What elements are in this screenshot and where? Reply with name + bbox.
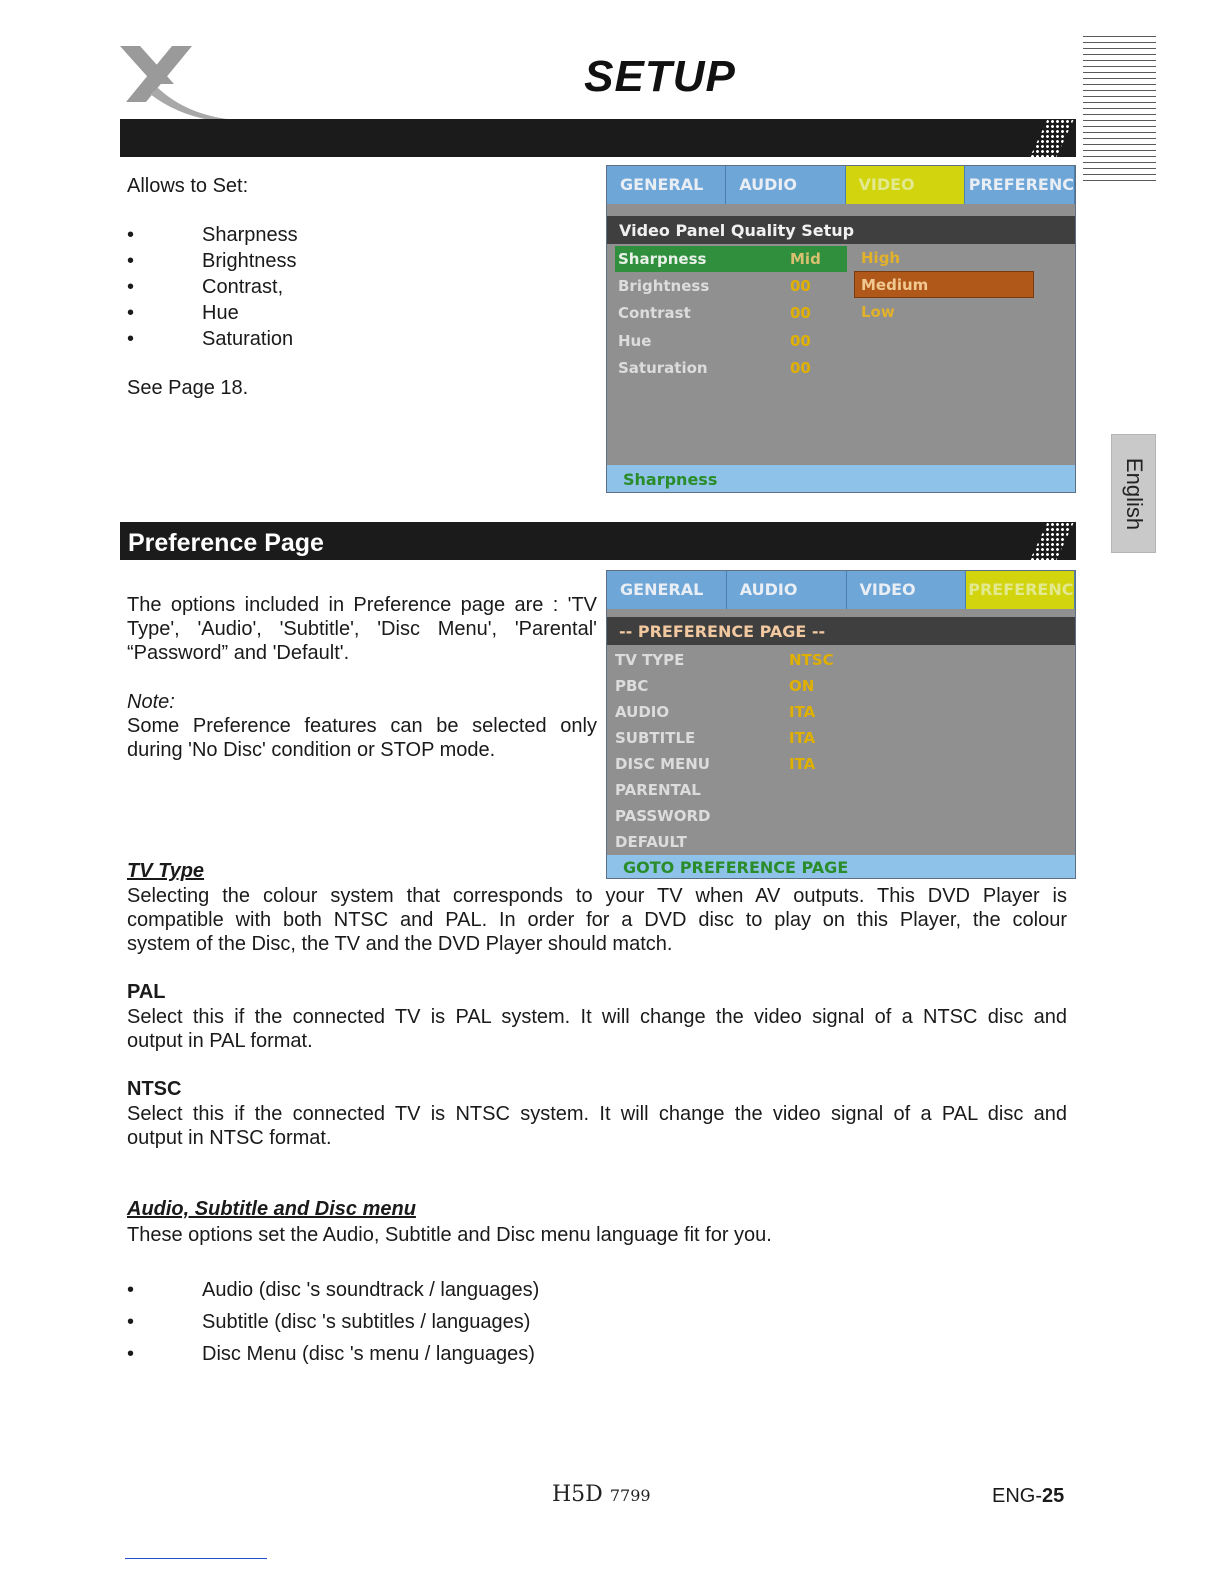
osd-tab-bar bbox=[607, 571, 1075, 609]
bullet-icon: • bbox=[127, 302, 135, 324]
bar-dots-decoration bbox=[1030, 119, 1074, 157]
tv-type-line: system of the Disc, the TV and the DVD Player should match. bbox=[127, 933, 673, 955]
osd-row-value: Mid bbox=[790, 250, 821, 268]
osd-tab-bar bbox=[607, 166, 1075, 204]
osd-row-label: DEFAULT bbox=[615, 833, 687, 851]
note-line: Some Preference features can be selected only bbox=[127, 715, 597, 737]
osd-row-value: 00 bbox=[790, 359, 811, 377]
pal-line: output in PAL format. bbox=[127, 1030, 313, 1052]
ntsc-line: output in NTSC format. bbox=[127, 1127, 332, 1149]
osd-row-label: Contrast bbox=[618, 304, 691, 322]
osd-tab-general: GENERAL bbox=[607, 166, 726, 204]
osd-tab-video: VIDEO bbox=[846, 166, 965, 204]
footer-page-prefix: ENG- bbox=[992, 1485, 1042, 1507]
bullet-icon: • bbox=[127, 1279, 135, 1301]
osd-row bbox=[607, 301, 1075, 325]
osd-row-label: TV TYPE bbox=[615, 651, 685, 669]
footer-model-prefix: H5D bbox=[552, 1482, 603, 1507]
preference-intro-line: Type', 'Audio', 'Subtitle', 'Disc Menu', 'Parental' bbox=[127, 618, 597, 640]
osd-row-value: 00 bbox=[790, 277, 811, 295]
bar-dots-decoration bbox=[1030, 522, 1074, 560]
osd-row-label: Hue bbox=[618, 332, 652, 350]
language-side-tab bbox=[1111, 434, 1156, 553]
osd-heading: Video Panel Quality Setup bbox=[607, 216, 1075, 244]
footer-rule bbox=[125, 1558, 267, 1559]
tv-type-line: Selecting the colour system that corresponds to your TV when AV outputs. This DVD Player is bbox=[127, 885, 1067, 907]
video-intro: Allows to Set: bbox=[127, 175, 249, 197]
language-side-tab-label: English bbox=[1121, 457, 1147, 530]
video-bullet-label: Brightness bbox=[202, 250, 297, 272]
audio-bullet-label: Disc Menu (disc 's menu / languages) bbox=[202, 1343, 535, 1365]
audio-bullet-label: Subtitle (disc 's subtitles / languages) bbox=[202, 1311, 531, 1333]
bullet-icon: • bbox=[127, 276, 135, 298]
page-title: SETUP bbox=[584, 52, 736, 101]
osd-row-label: Saturation bbox=[618, 359, 708, 377]
osd-row-value: 00 bbox=[790, 304, 811, 322]
bullet-icon: • bbox=[127, 250, 135, 272]
osd-row bbox=[607, 247, 1075, 271]
osd-row bbox=[607, 700, 1075, 724]
video-bullet-label: Contrast, bbox=[202, 276, 284, 298]
osd-row-label: Sharpness bbox=[618, 250, 707, 268]
ntsc-heading: NTSC bbox=[127, 1078, 182, 1100]
osd-row-value: ITA bbox=[789, 729, 816, 747]
bullet-icon: • bbox=[127, 1343, 135, 1365]
brand-x-logo bbox=[118, 40, 238, 122]
preference-intro-line: “Password” and 'Default'. bbox=[127, 642, 350, 664]
osd-tab-audio: AUDIO bbox=[726, 166, 845, 204]
pal-line: Select this if the connected TV is PAL system. It will change the video signal of a NTSC disc and bbox=[127, 1006, 1067, 1028]
audio-subtitle-heading: Audio, Subtitle and Disc menu bbox=[127, 1198, 416, 1220]
osd-row-label: PARENTAL bbox=[615, 781, 701, 799]
preference-intro-line: The options included in Preference page are : 'TV bbox=[127, 594, 597, 616]
video-bullet-label: Saturation bbox=[202, 328, 294, 350]
osd-row-value: 00 bbox=[790, 332, 811, 350]
note-label: Note: bbox=[127, 691, 175, 713]
osd-row-label: PBC bbox=[615, 677, 649, 695]
osd-tab-audio: AUDIO bbox=[727, 571, 847, 609]
footer-page-number bbox=[992, 1485, 1064, 1508]
osd-option: Low bbox=[861, 303, 895, 321]
corner-decoration-lines bbox=[1083, 36, 1156, 186]
osd-tab-preference: PREFERENC bbox=[966, 571, 1075, 609]
osd-row bbox=[607, 648, 1075, 672]
section-bar-preference bbox=[120, 522, 1076, 560]
footer-model bbox=[552, 1482, 651, 1507]
tv-type-heading: TV Type bbox=[127, 860, 205, 882]
bullet-icon: • bbox=[127, 328, 135, 350]
osd-row-label: AUDIO bbox=[615, 703, 670, 721]
audio-subtitle-intro: These options set the Audio, Subtitle and Disc menu language fit for you. bbox=[127, 1224, 772, 1246]
section-title-preference: Preference Page bbox=[128, 529, 324, 557]
section-bar-video bbox=[120, 119, 1076, 157]
osd-row bbox=[607, 804, 1075, 828]
osd-heading: -- PREFERENCE PAGE -- bbox=[607, 617, 1075, 645]
osd-row bbox=[607, 329, 1075, 353]
osd-footer: Sharpness bbox=[607, 465, 1075, 493]
ntsc-line: Select this if the connected TV is NTSC system. It will change the video signal of a PAL disc and bbox=[127, 1103, 1067, 1125]
bullet-icon: • bbox=[127, 224, 135, 246]
osd-option: Medium bbox=[861, 276, 929, 294]
osd-row bbox=[607, 778, 1075, 802]
video-bullet-label: Hue bbox=[202, 302, 239, 324]
note-line: during 'No Disc' condition or STOP mode. bbox=[127, 739, 496, 761]
video-bullet-label: Sharpness bbox=[202, 224, 298, 246]
video-osd-screen bbox=[606, 165, 1076, 493]
audio-bullet-label: Audio (disc 's soundtrack / languages) bbox=[202, 1279, 540, 1301]
osd-row bbox=[607, 356, 1075, 380]
footer-model-number: 7799 bbox=[609, 1486, 651, 1505]
bullet-icon: • bbox=[127, 1311, 135, 1333]
osd-row-value: NTSC bbox=[789, 651, 834, 669]
osd-tab-general: GENERAL bbox=[607, 571, 727, 609]
osd-row-label: PASSWORD bbox=[615, 807, 711, 825]
footer-page-value: 25 bbox=[1042, 1485, 1065, 1507]
osd-row-label: SUBTITLE bbox=[615, 729, 696, 747]
osd-row bbox=[607, 726, 1075, 750]
osd-row-value: ITA bbox=[789, 703, 816, 721]
osd-row bbox=[607, 752, 1075, 776]
pal-heading: PAL bbox=[127, 981, 166, 1003]
osd-option: High bbox=[861, 249, 901, 267]
osd-row-value: ON bbox=[789, 677, 815, 695]
tv-type-line: compatible with both NTSC and PAL. In order for a DVD disc to play on this Player, the colour bbox=[127, 909, 1067, 931]
osd-tab-preference: PREFERENC bbox=[965, 166, 1075, 204]
osd-row-label: Brightness bbox=[618, 277, 710, 295]
osd-row-value: ITA bbox=[789, 755, 816, 773]
osd-tab-video: VIDEO bbox=[847, 571, 967, 609]
osd-row bbox=[607, 674, 1075, 698]
see-page-reference: See Page 18. bbox=[127, 377, 249, 399]
osd-footer: GOTO PREFERENCE PAGE bbox=[607, 855, 1075, 879]
osd-row-label: DISC MENU bbox=[615, 755, 710, 773]
osd-row bbox=[607, 830, 1075, 854]
preference-osd-screen bbox=[606, 570, 1076, 879]
